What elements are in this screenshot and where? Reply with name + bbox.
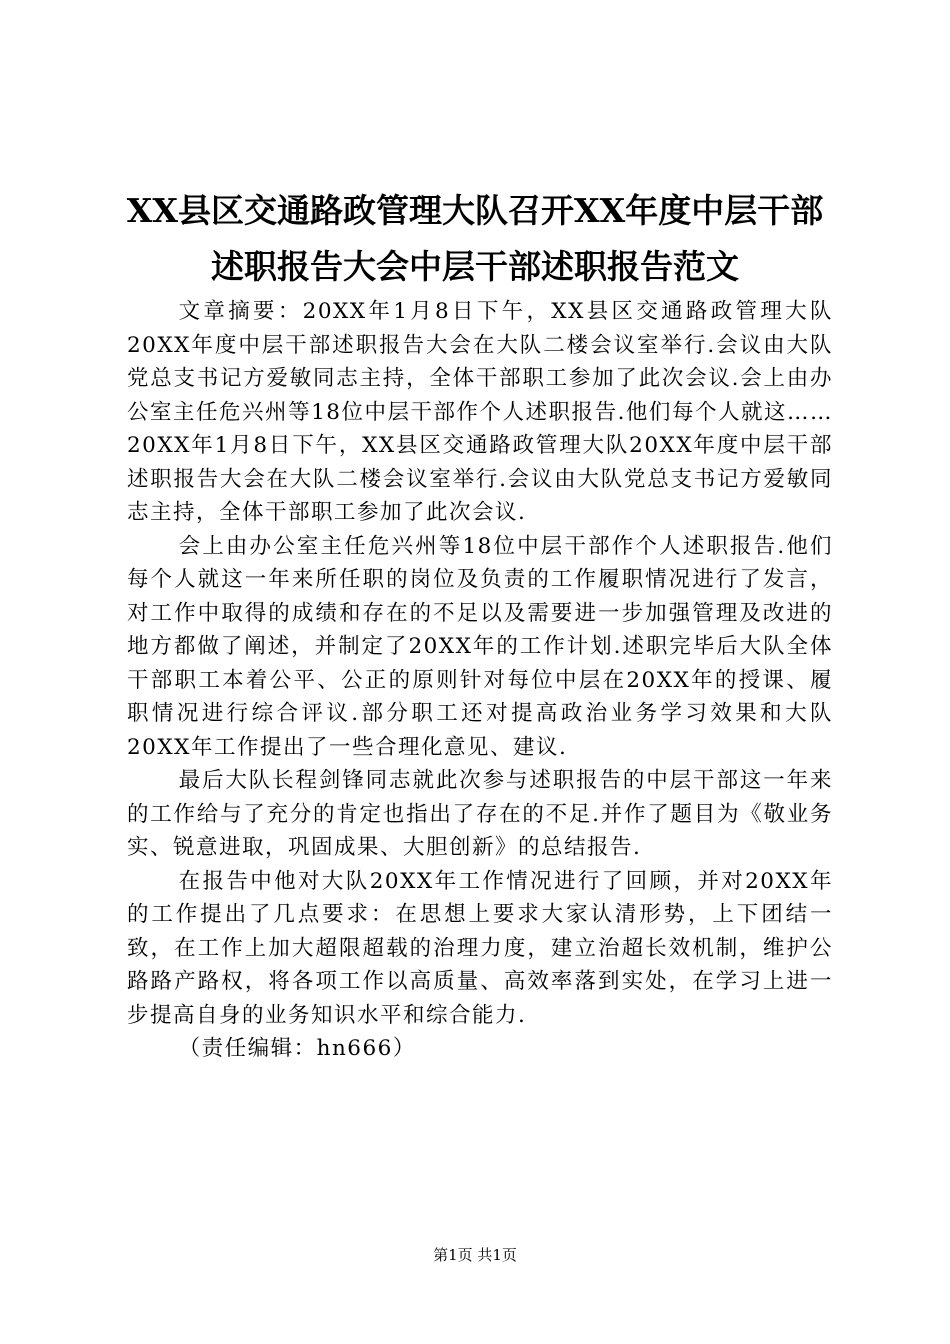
- paragraph-summary: 最后大队长程剑锋同志就此次参与述职报告的中层干部这一年来的工作给与了充分的肯定也指出了存在的不足.并作了题目为《敬业务实、锐意进取，巩固成果、大胆创新》的总结报告.: [127, 768, 833, 860]
- paragraph-abstract: 文章摘要：20XX年1月8日下午，XX县区交通路政管理大队20XX年度中层干部述职报告大会在大队二楼会议室举行.会议由大队党总支书记方爱敏同志主持，全体干部职工参加了此次会议.会上由办公室主任危兴州等18位中层干部作个人述职报告.他们每个人就这……20XX年1月8日下午，XX县区交通路政管理大队20XX年度中层干部述职报告大会在大队二楼会议室举行.会议由大队党总支书记方爱敏同志主持，全体干部职工参加了此次会议.: [127, 299, 833, 525]
- page-footer: 第1页 共1页: [433, 1246, 517, 1264]
- document-body: [127, 295, 833, 1066]
- paragraph-editor: （责任编辑：hn666）: [178, 1036, 416, 1061]
- paragraph-requirements: 在报告中他对大队20XX年工作情况进行了回顾，并对20XX年的工作提出了几点要求：在思想上要求大家认清形势，上下团结一致，在工作上加大超限超载的治理力度，建立治超长效机制，维护公路路产路权，将各项工作以高质量、高效率落到实处，在学习上进一步提高自身的业务知识水平和综合能力.: [127, 868, 833, 1028]
- paragraph-reports: 会上由办公室主任危兴州等18位中层干部作个人述职报告.他们每个人就这一年来所任职的岗位及负责的工作履职情况进行了发言，对工作中取得的成绩和存在的不足以及需要进一步加强管理及改进的地方都做了阐述，并制定了20XX年的工作计划.述职完毕后大队全体干部职工本着公平、公正的原则针对每位中层在20XX年的授课、履职情况进行综合评议.部分职工还对提高政治业务学习效果和大队20XX年工作提出了一些合理化意见、建议.: [127, 533, 833, 760]
- document-title: XX县区交通路政管理大队召开XX年度中层干部述职报告大会中层干部述职报告范文: [126, 191, 824, 286]
